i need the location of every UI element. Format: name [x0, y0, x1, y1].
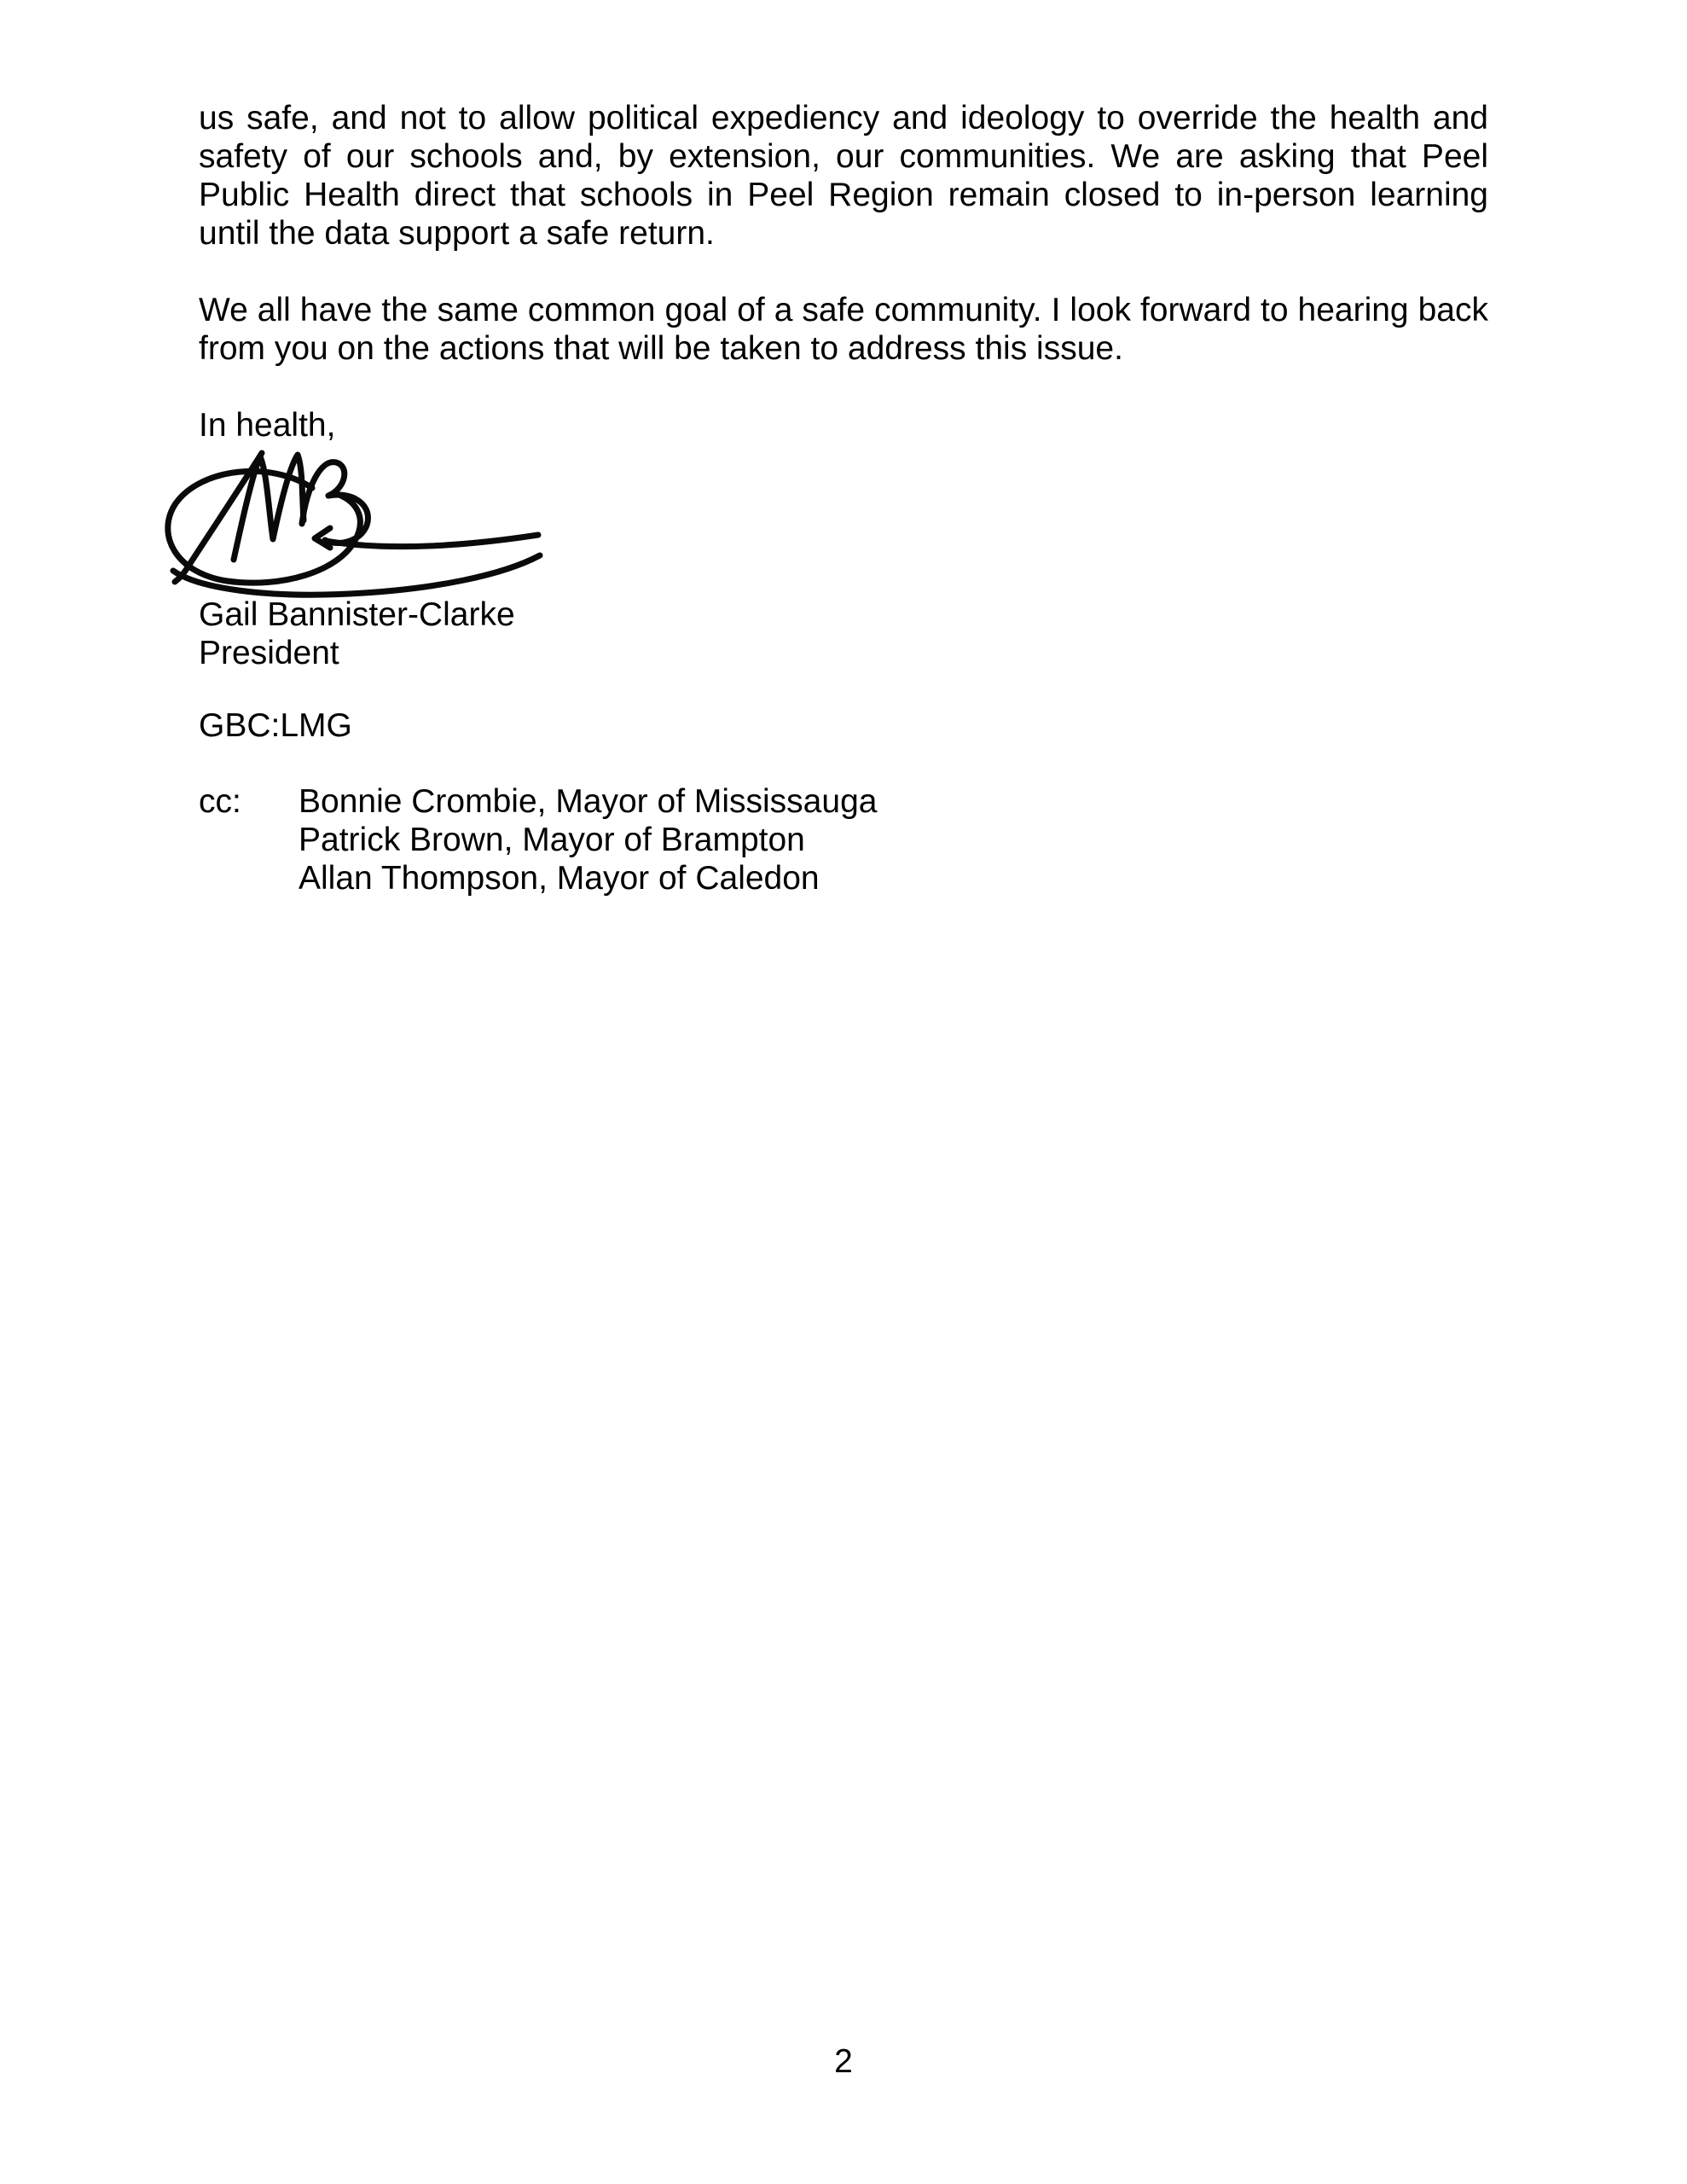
- signer-name: Gail Bannister-Clarke: [199, 596, 515, 633]
- paragraph-1: [199, 99, 1488, 253]
- cc-recipient-1: Bonnie Crombie, Mayor of Mississauga: [299, 783, 878, 820]
- paragraph-2-line-1: We all have the same common goal of a safe community. I look forward to hearing back: [199, 292, 1488, 328]
- paragraph-1-line-1: us safe, and not to allow political expediency and ideology to override the health and: [199, 100, 1488, 136]
- closing-salutation: In health,: [199, 407, 336, 444]
- paragraph-2-line-2: from you on the actions that will be taken to address this issue.: [199, 330, 1123, 367]
- cc-recipient-3: Allan Thompson, Mayor of Caledon: [299, 860, 820, 897]
- signer-title: President: [199, 635, 339, 671]
- reference-initials: GBC:LMG: [199, 707, 352, 744]
- signature-image: [160, 445, 549, 623]
- cc-label: cc:: [199, 783, 241, 820]
- paragraph-1-line-4: until the data support a safe return.: [199, 215, 715, 252]
- cc-recipient-list: [299, 782, 1488, 897]
- cc-recipient-2: Patrick Brown, Mayor of Brampton: [299, 822, 805, 858]
- paragraph-1-line-3: Public Health direct that schools in Peel Region remain closed to in-person learning: [199, 177, 1488, 213]
- cc-block: [199, 782, 1488, 897]
- paragraph-1-line-2: safety of our schools and, by extension, our communities. We are asking that Peel: [199, 138, 1488, 175]
- paragraph-2: [199, 291, 1488, 368]
- page-number: 2: [834, 2043, 853, 2080]
